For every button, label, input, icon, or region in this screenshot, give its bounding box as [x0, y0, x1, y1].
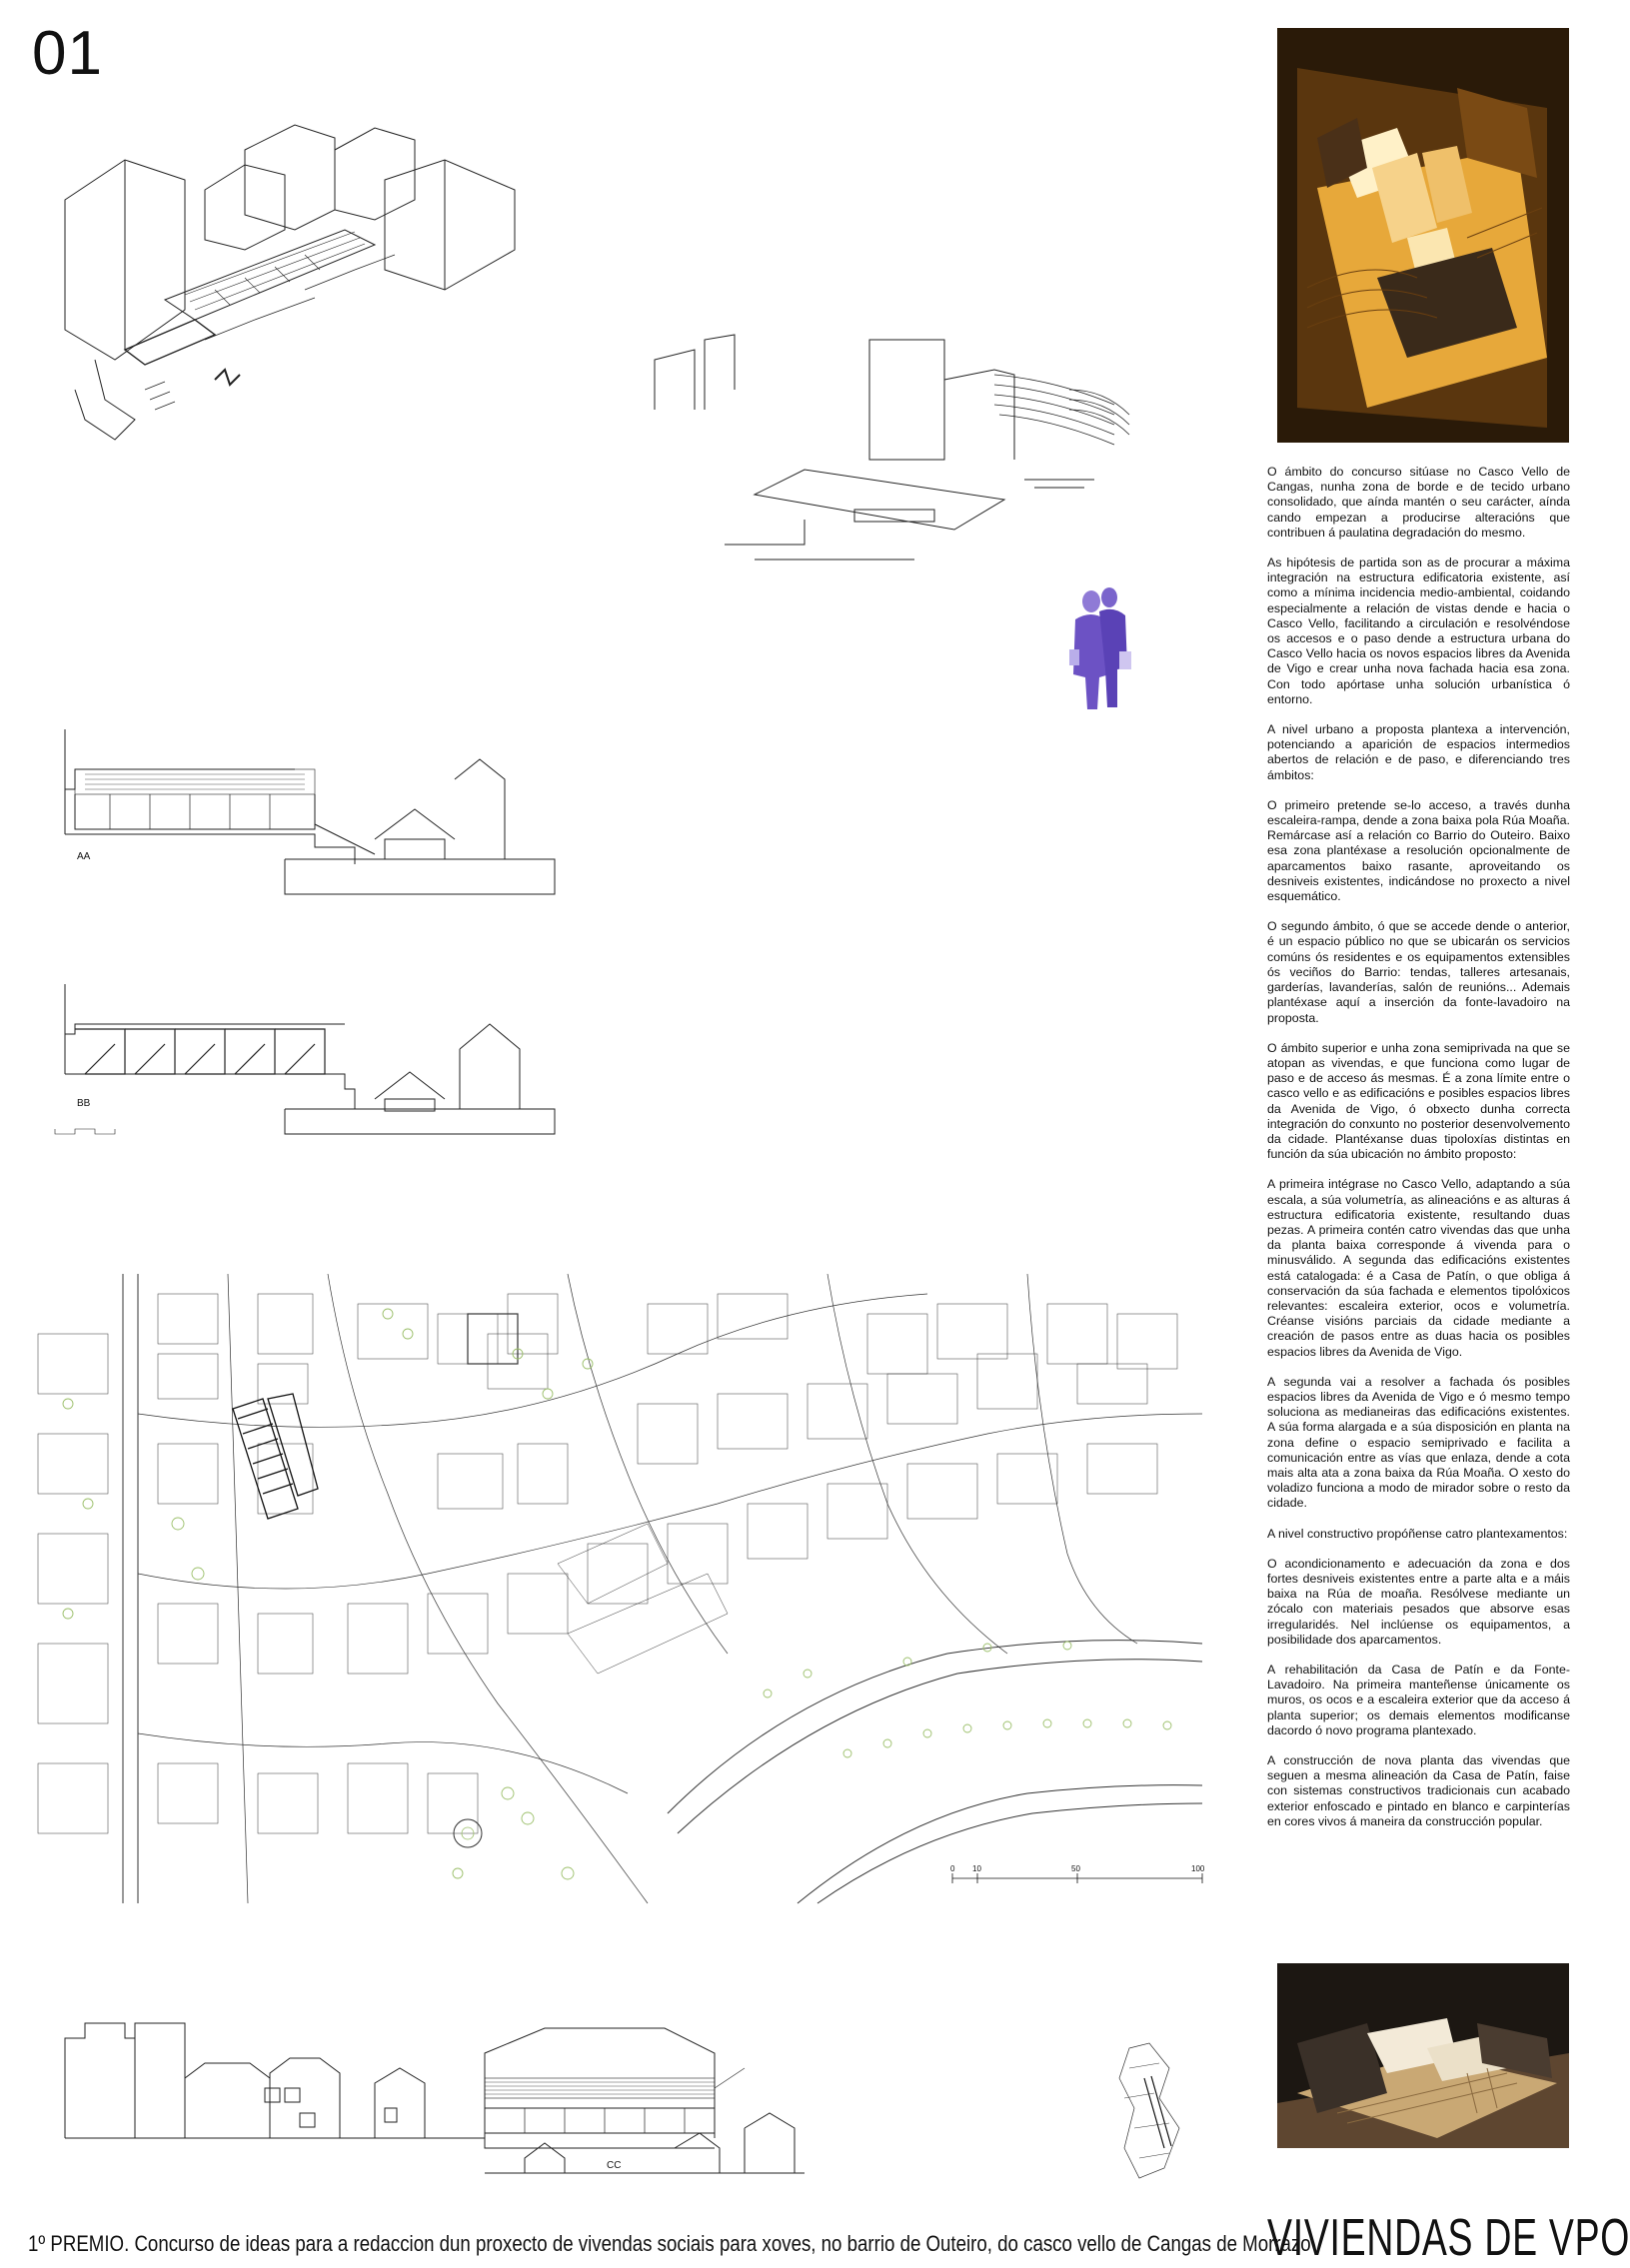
axonometric-drawing — [55, 120, 575, 480]
description-paragraph: O ámbito superior e unha zona semiprivada na que se atopan as vivendas, e que funciona como lugar de paso e de acceso ás mesmas. É a zona límite entre o casco vello e as edificacións e posibles espacios libres da Avenida de Vigo, ó obxecto dunha correcta integración do conxunto no posterior desenvolvemento da cidade. Plantéxanse duas tipoloxías distintas en función da súa ubicación no ámbito proposto: — [1267, 1040, 1570, 1162]
footer-caption: 1º PREMIO. Concurso de ideas para a redaccion dun proxecto de vivendas sociais para xoves, no barrio de Outeiro, do casco vello de Cangas de Morrazo — [28, 2231, 1311, 2256]
description-paragraph: O acondicionamento e adecuación da zona e dos fortes desniveis existentes entre a parte alta e a máis baixa na Rúa de moaña. Resólvese mediante un zócalo con materiais pesados que absorve esas irregularidés. Nel inclúense os equipamentos, a posibilidade dos aparcamentos. — [1267, 1556, 1570, 1647]
perspective-drawing — [655, 330, 1214, 569]
description-paragraph: A primeira intégrase no Casco Vello, adaptando a súa escala, a súa volumetría, as alineacións e as alturas á estructura edificatoria existente, resultando duas pezas. A primeira contén catro vivendas das que unha da planta baixa corresponde á vivenda para o minusválido. A segunda das edificacións existentes está catalogada: é a Casa de Patín, o que obliga á conservación da súa fachada e elementos tipolóxicos relevantes: escaleira exterior, ocos e volumetría. Créanse visións parciais da cidade mediante a creación de pasos entre as duas hacia os posibles espacios libres da Avenida de Vigo. — [1267, 1177, 1570, 1359]
scale-label-100: 100 — [1191, 1864, 1205, 1873]
section-aa-drawing — [55, 729, 675, 899]
description-paragraph: A nivel constructivo propóñense catro plantexamentos: — [1267, 1526, 1568, 1541]
section-cc-drawing — [55, 2008, 824, 2178]
mini-site-plan — [1109, 2038, 1209, 2188]
site-plan-drawing — [28, 1274, 1205, 1903]
sheet-number: 01 — [32, 19, 103, 88]
description-paragraph: A rehabilitación da Casa de Patín e da Fonte-Lavadoiro. Na primeira manteñense únicamente os muros, os ocos e a escaleira exterior que da acceso á planta superior; os demais elementos modificanse dacordo ó novo programa plantexado. — [1267, 1663, 1570, 1737]
description-paragraph: O ámbito do concurso sitúase no Casco Vello de Cangas, nunha zona de borde e de tecido urbano consolidado, que aínda mantén o seu carácter, aínda cando empezan a producirse alteracións que contribuen á paulatina degradación do mesmo. — [1267, 465, 1570, 540]
description-paragraph: O segundo ámbito, ó que se accede dende o anterior, é un espacio público no que se ubicarán os servicios comúns ós residentes e os equipamentos extensibles ós veciños do Barrio: tendas, talleres artesanais, garderías, lavanderías, salón de reunións... Ademais plantéxase aquí a inserción da fonte-lavadoiro na proposta. — [1267, 919, 1570, 1025]
model-photo-top — [1277, 28, 1569, 443]
description-paragraph: As hipótesis de partida son as de procurar a máxima integración na estructura edificatoria existente, así como a mínima incidencia medio-ambiental, coidando especialmente a relación de vistas dende e hacia o Casco Vello, facilitando a circulación e resolvéndose os accesos e o paso dende a estructura urbana do Casco Vello hacia os novos espacios libres da Avenida de Vigo e crear unha nova fachada hacia esa zona. Con todo apórtase unha solución urbanística ó entorno. — [1267, 556, 1570, 706]
footer-title: VIVIENDAS DE VPO — [1267, 2209, 1630, 2267]
description-paragraph: A construcción de nova planta das vivendas que seguen a mesma alineación da Casa de Patín, faise con sistemas constructivos tradicionais cun acabado exterior enfoscado e pintado en blanco e carpinterías en cores vivos á maneira da construcción popular. — [1267, 1753, 1570, 1828]
model-photo-bottom — [1277, 1963, 1569, 2148]
description-paragraph: A segunda vai a resolver a fachada ós posibles espacios libres da Avenida de Vigo e ó mesmo tempo soluciona as medianeiras das edificacións existentes. A súa forma alargada e a súa disposición en planta na zona define o espacio semiprivado e facilita a comunicación entre as vías que enlaza, dende a cota mais alta ata a zona baixa da Rúa Moaña. O xesto do voladizo funciona a modo de mirador sobre o resto da cidade. — [1267, 1374, 1570, 1511]
section-bb-label: BB — [77, 1098, 91, 1109]
section-cc-label: CC — [607, 2160, 622, 2171]
description-paragraph: A nivel urbano a proposta plantexa a intervención, potenciando a aparición de espacios intermedios abertos de relación e de paso, e diferenciando tres ámbitos: — [1267, 722, 1570, 782]
people-figure — [1061, 579, 1137, 719]
section-aa-label: AA — [77, 851, 91, 862]
scale-label-10: 10 — [972, 1864, 981, 1873]
description-paragraph: O primeiro pretende se-lo acceso, a través dunha escaleira-rampa, dende a zona baixa pola Rúa Moaña. Remárcase así a relación co Barrio do Outeiro. Baixo esa zona plantéxase a resolución opcionalmente de aparcamentos baixo rasante, aproveitando os desniveis existentes, indicándose no proxecto a nivel esquemático. — [1267, 797, 1570, 904]
project-description — [1267, 465, 1570, 1844]
section-bb-drawing — [55, 984, 675, 1154]
scale-label-0: 0 — [950, 1864, 955, 1873]
scale-label-50: 50 — [1071, 1864, 1080, 1873]
